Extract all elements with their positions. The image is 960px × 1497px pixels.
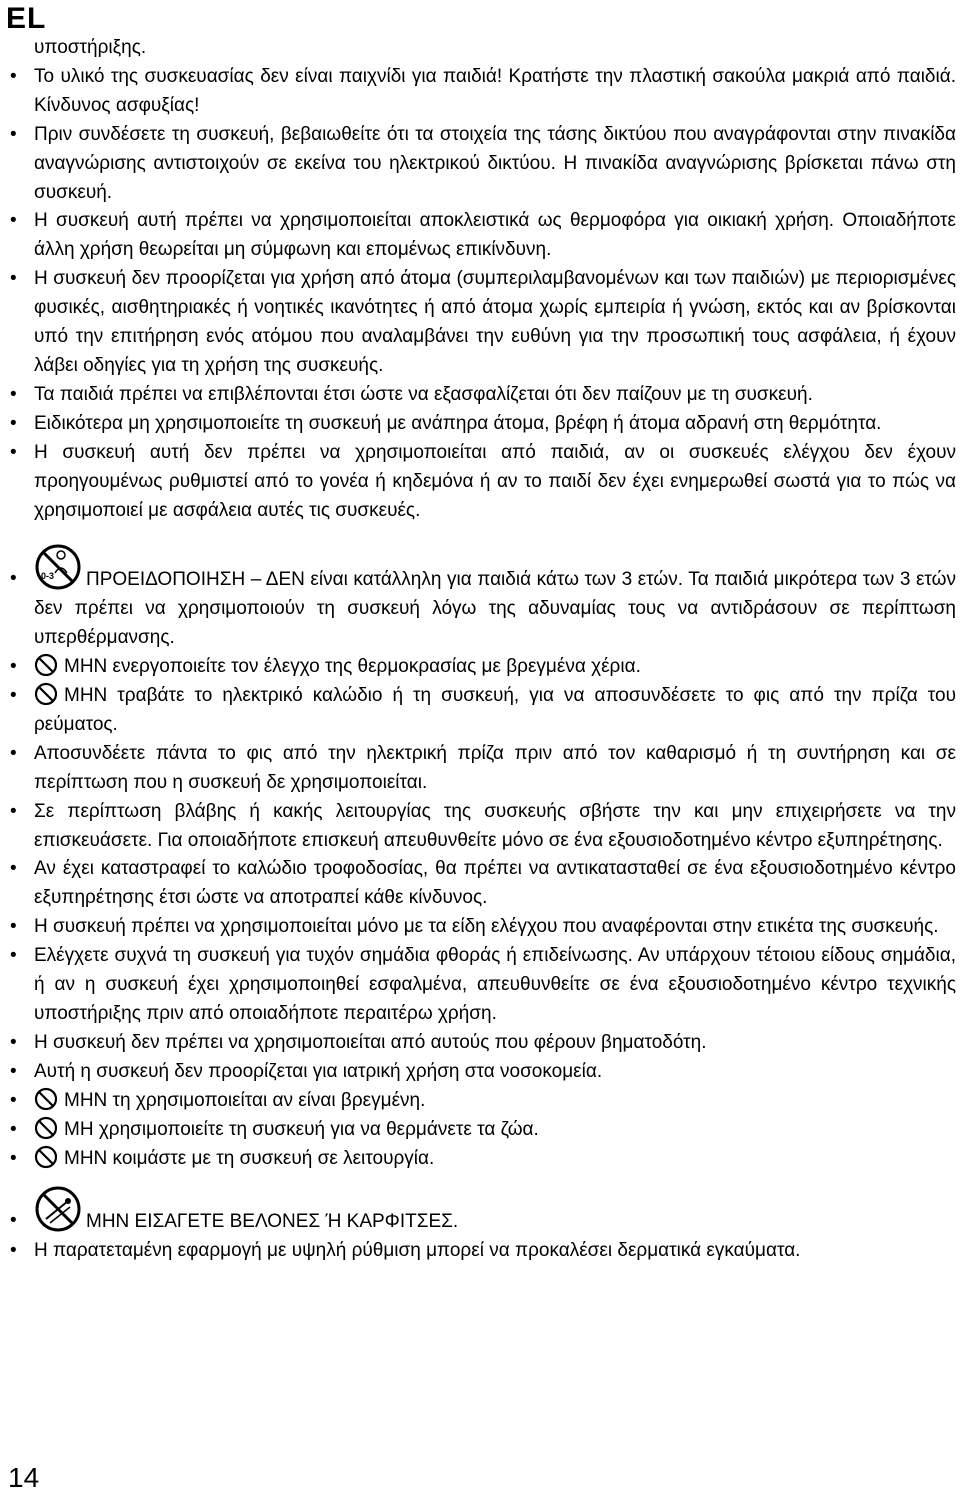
page-number: 14 <box>8 1462 40 1493</box>
bullet-item: • ΜΗ χρησιμοποιείτε τη συσκευή για να θερμάνετε τα ζώα. <box>8 1116 956 1145</box>
continuation-text: υποστήριξης. <box>34 37 147 58</box>
language-code: EL <box>6 2 47 35</box>
safety-instructions <box>8 34 956 1266</box>
svg-text:0-3: • 0-3 <box>41 571 55 582</box>
bullet-item: • ΜΗΝ τη χρησιμοποιείται αν είναι βρεγμένη. <box>8 1087 956 1116</box>
prohibited-icon <box>34 1087 58 1111</box>
bullet-item: • ΜΗΝ κοιμάστε με τη συσκευή σε λειτουργία. <box>8 1145 956 1174</box>
bullet-item: • Η συσκευή πρέπει να χρησιμοποιείται μόνο με τα είδη ελέγχου που αναφέρονται στην ετικέτα της συσκευής. <box>8 913 956 942</box>
prohibited-icon <box>34 1145 58 1169</box>
prohibited-icon <box>34 1116 58 1140</box>
prohibited-icon <box>34 653 58 677</box>
bullet-item: • Η συσκευή αυτή δεν πρέπει να χρησιμοποιείται από παιδιά, αν οι συσκευές ελέγχου δεν έχουν προηγουμένως ρυθμιστεί από το γονέα ή κηδεμόνα ή αν το παιδί δεν έχει ενημερωθεί σωστά για το πώς να χρησιμοποιεί με ασφάλεια αυτές τις συσκευές. <box>8 439 956 526</box>
bullet-item-age-warning: • 0-3 ΠΡΟΕΙΔΟΠΟΙΗΣΗ – ΔΕΝ είναι κατάλληλη για παιδιά κάτω των 3 ετών. Τα παιδιά μικρότερα των 3 ετών δεν πρέπει να χρησιμοποιούν τη συσκευή λόγω της αδυναμίας τους να αντιδράσουν σε περίπτωση υπερθέρμανσης. <box>8 543 956 653</box>
bullet-item: • Το υλικό της συσκευασίας δεν είναι παιχνίδι για παιδιά! Κρατήστε την πλαστική σακούλα μακριά από παιδιά. Κίνδυνος ασφυξίας! <box>8 63 956 121</box>
spacer <box>8 525 956 543</box>
prohibited-icon <box>34 682 58 706</box>
bullet-item: • Ειδικότερα μη χρησιμοποιείτε τη συσκευή με ανάπηρα άτομα, βρέφη ή άτομα αδρανή στη θερμότητα. <box>8 410 956 439</box>
age-0-3-warning-icon <box>34 543 82 591</box>
spacer <box>8 1173 956 1185</box>
bullet-item: • Η συσκευή δεν προορίζεται για χρήση από άτομα (συμπεριλαμβανομένων και των παιδιών) με περιορισμένες φυσικές, αισθητηριακές ή νοητικές ικανότητες ή από άτομα χωρίς εμπειρία ή γνώση, εκτός και αν βρίσκονται υπό την επιτήρηση ενός ατόμου που αναλαμβάνει την ευθύνη για την προσωπική τους ασφάλεια, ή έχουν λάβει οδηγίες για τη χρήση της συσκευής. <box>8 265 956 381</box>
bullet-item: • Πριν συνδέσετε τη συσκευή, βεβαιωθείτε ότι τα στοιχεία της τάσης δικτύου που αναγράφονται στην πινακίδα αναγνώρισης αντιστοιχούν σε εκείνα του ηλεκτρικού δικτύου. Η πινακίδα αναγνώρισης βρίσκεται πάνω στη συσκευή. <box>8 121 956 208</box>
bullet-item: • ΜΗΝ ενεργοποιείτε τον έλεγχο της θερμοκρασίας με βρεγμένα χέρια. <box>8 653 956 682</box>
bullet-item: • Η συσκευή δεν πρέπει να χρησιμοποιείται από αυτούς που φέρουν βηματοδότη. <box>8 1029 956 1058</box>
bullet-item: • Ελέγχετε συχνά τη συσκευή για τυχόν σημάδια φθοράς ή επιδείνωσης. Αν υπάρχουν τέτοιου είδους σημάδια, ή αν η συσκευή έχει χρησιμοποιηθεί εσφαλμένα, απευθυνθείτε σε ένα εξουσιοδοτημένο κέντρο τεχνικής υποστήριξης πριν από οποιαδήποτε περαιτέρω χρήση. <box>8 942 956 1029</box>
bullet-item: • Η συσκευή αυτή πρέπει να χρησιμοποιείται αποκλειστικά ως θερμοφόρα για οικιακή χρήση. Οποιαδήποτε άλλη χρήση θεωρείται μη σύμφωνη και επομένως επικίνδυνη. <box>8 207 956 265</box>
bullet-item: • Αν έχει καταστραφεί το καλώδιο τροφοδοσίας, θα πρέπει να αντικατασταθεί σε ένα εξουσιοδοτημένο κέντρο εξυπηρέτησης έτσι ώστε να αποτραπεί κάθε κίνδυνος. <box>8 855 956 913</box>
bullet-item: • ΜΗΝ τραβάτε το ηλεκτρικό καλώδιο ή τη συσκευή, για να αποσυνδέσετε το φις από την πρίζα του ρεύματος. <box>8 682 956 740</box>
bullet-item: • Η παρατεταμένη εφαρμογή με υψηλή ρύθμιση μπορεί να προκαλέσει δερματικά εγκαύματα. <box>8 1237 956 1266</box>
bullet-item-no-pins: • ΜΗΝ ΕΙΣΑΓΕΤΕ ΒΕΛΟΝΕΣ Ή ΚΑΡΦΙΤΣΕΣ. <box>8 1185 956 1237</box>
bullet-item: • Τα παιδιά πρέπει να επιβλέπονται έτσι ώστε να εξασφαλίζεται ότι δεν παίζουν με τη συσκευή. <box>8 381 956 410</box>
bullet-item: • Αυτή η συσκευή δεν προορίζεται για ιατρική χρήση στα νοσοκομεία. <box>8 1058 956 1087</box>
bullet-item: • Αποσυνδέετε πάντα το φις από την ηλεκτρική πρίζα πριν από τον καθαρισμό ή τη συντήρηση και σε περίπτωση που η συσκευή δε χρησιμοποιείται. <box>8 740 956 798</box>
no-pins-icon <box>34 1185 82 1233</box>
bullet-item: • Σε περίπτωση βλάβης ή κακής λειτουργίας της συσκευής σβήστε την και μην επιχειρήσετε να την επισκευάσετε. Για οποιαδήποτε επισκευή απευθυνθείτε μόνο σε ένα εξουσιοδοτημένο κέντρο εξυπηρέτησης. <box>8 798 956 856</box>
